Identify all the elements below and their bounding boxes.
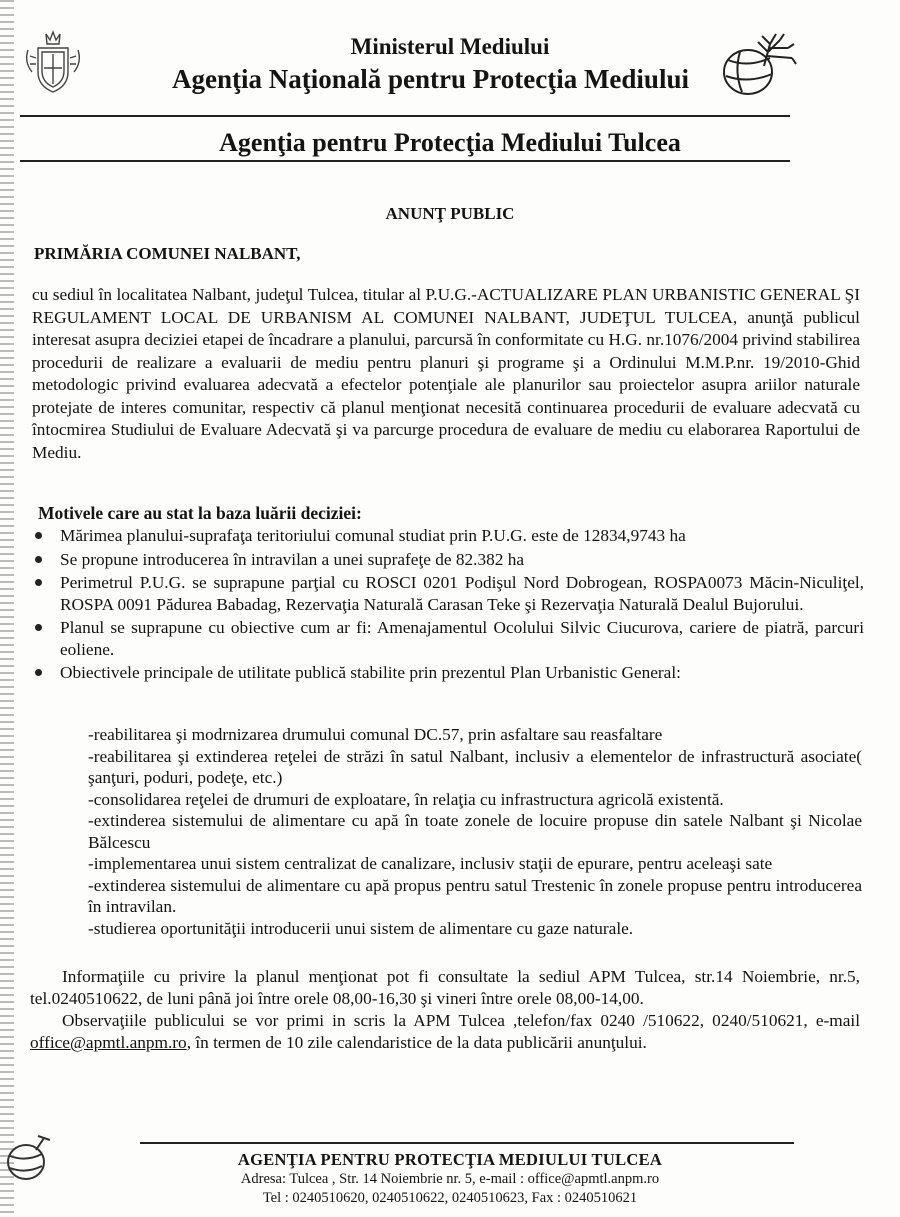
reasons-list <box>34 525 864 686</box>
list-item: -extinderea sistemului de alimentare cu apă propus pentru satul Trestenic în zonele propuse pentru introducerea în intravilan. <box>88 875 862 916</box>
list-item: Planul se suprapune cu obiective cum ar fi: Amenajamentul Ocolului Silvic Ciucurova, cariere de piatră, parcuri eoliene. <box>34 617 864 660</box>
national-agency-title: Agenţia Naţională pentru Protecţia Mediului <box>172 64 689 94</box>
globe-tree-logo-icon <box>718 30 798 100</box>
list-item: Perimetrul P.U.G. se suprapune parţial cu ROSCI 0201 Podişul Nord Dobrogean, ROSPA0073 Măcin-Niculiţel, ROSPA 0091 Pădurea Babadag, Rezervaţia Naturală Carasan Teke şi Rezervaţia Naturală Dealul Bujorului. <box>34 572 864 615</box>
email-link[interactable]: office@apmtl.anpm.ro <box>30 1033 187 1052</box>
local-agency-title: Agenţia pentru Protecţia Mediului Tulcea <box>219 128 681 157</box>
scan-edge-marks <box>0 0 14 1217</box>
footer-agency-name: AGENŢIA PENTRU PROTECŢIA MEDIULUI TULCEA <box>237 1150 663 1169</box>
footer-address: Adresa: Tulcea , Str. 14 Noiembrie nr. 5, e-mail : office@apmtl.anpm.ro <box>240 1171 660 1187</box>
footer-phones: Tel : 0240510620, 0240510622, 0240510623, Fax : 0240510621 <box>262 1190 638 1206</box>
list-item: Obiectivele principale de utilitate publică stabilite prin prezentul Plan Urbanistic General: <box>34 662 864 684</box>
bullet-icon <box>35 624 42 631</box>
consult-paragraph: Informaţiile cu privire la planul menţionat pot fi consultate la sediul APM Tulcea, str.14 Noiembrie, nr.5, tel.0240510622, de luni până joi între orele 08,00-16,30 şi vineri între orele 08,00-14,00. <box>30 967 860 1008</box>
bullet-icon <box>35 579 42 586</box>
list-item: -reabilitarea şi modrnizarea drumului comunal DC.57, prin asfaltare sau reasfaltare <box>88 725 663 744</box>
reasons-title: Motivele care au stat la baza luării deciziei: <box>38 503 362 523</box>
observations-paragraph: Observaţiile publicului se vor primi in scris la APM Tulcea ,telefon/fax 0240 /510622, 0240/510621, e-mail office@apmtl.anpm.ro, în termen de 10 zile calendaristice de la data publicării anunţului. <box>30 1011 860 1052</box>
header-divider-bottom <box>20 160 790 162</box>
bullet-icon <box>35 532 42 539</box>
list-item: -studierea oportunităţii introducerii unui sistem de alimentare cu gaze naturale. <box>88 918 634 938</box>
header-divider-top <box>20 115 790 117</box>
list-item: -implementarea unui sistem centralizat de canalizare, inclusiv staţii de epurare, pentru aceleaşi sate <box>88 854 773 873</box>
info-section <box>30 966 860 1054</box>
list-item: -reabilitarea şi extinderea reţelei de străzi în satul Nalbant, inclusiv a elementelor de infrastructură asociate( şanţuri, poduri, podeţe, etc.) <box>88 746 862 787</box>
announcement-addressee: PRIMĂRIA COMUNEI NALBANT, <box>34 244 301 263</box>
bullet-icon <box>35 556 42 563</box>
list-item: -extinderea sistemului de alimentare cu apă în toate zonele de locuire propuse din satele Nalbant şi Nicolae Bălcescu <box>88 811 862 852</box>
announcement-title: ANUNŢ PUBLIC <box>385 204 515 223</box>
ministry-title: Ministerul Mediului <box>350 34 550 59</box>
objectives-list <box>88 724 862 939</box>
list-item: -consolidarea reţelei de drumuri de exploatare, în relaţia cu infrastructura agricolă existentă. <box>88 789 724 809</box>
list-item: Se propune introducerea în intravilan a unei suprafeţe de 82.382 ha <box>34 549 864 571</box>
announcement-intro: cu sediul în localitatea Nalbant, judeţul Tulcea, titular al P.U.G.-ACTUALIZARE PLAN URBANISTIC GENERAL ŞI REGULAMENT LOCAL DE URBANISM AL COMUNEI NALBANT, JUDEŢUL TULCEA, anunţă publicul interesat asupra deciziei etapei de încadrare a planului, parcursă în conformitate cu H.G. nr.1076/2004 privind stabilirea procedurii de realizare a evaluarii de mediu pentru planuri şi programe şi a Ordinului M.M.P.nr. 19/2010-Ghid metodologic privind evaluarea adecvată a efectelor potenţiale ale planurilor sau proiectelor asupra ariilor naturale protejate de interes comunitar, respectiv că planul menţionat necesită continuarea procedurii de evaluare adecvată cu întocmirea Studiului de Evaluare Adecvată şi va parcurge procedura de evaluare de mediu cu elaborarea Raportului de Mediu. <box>32 285 860 462</box>
footer-divider <box>140 1142 794 1144</box>
list-item: Mărimea planului-suprafaţa teritoriului comunal studiat prin P.U.G. este de 12834,9743 ha <box>34 525 864 547</box>
bullet-icon <box>35 669 42 676</box>
